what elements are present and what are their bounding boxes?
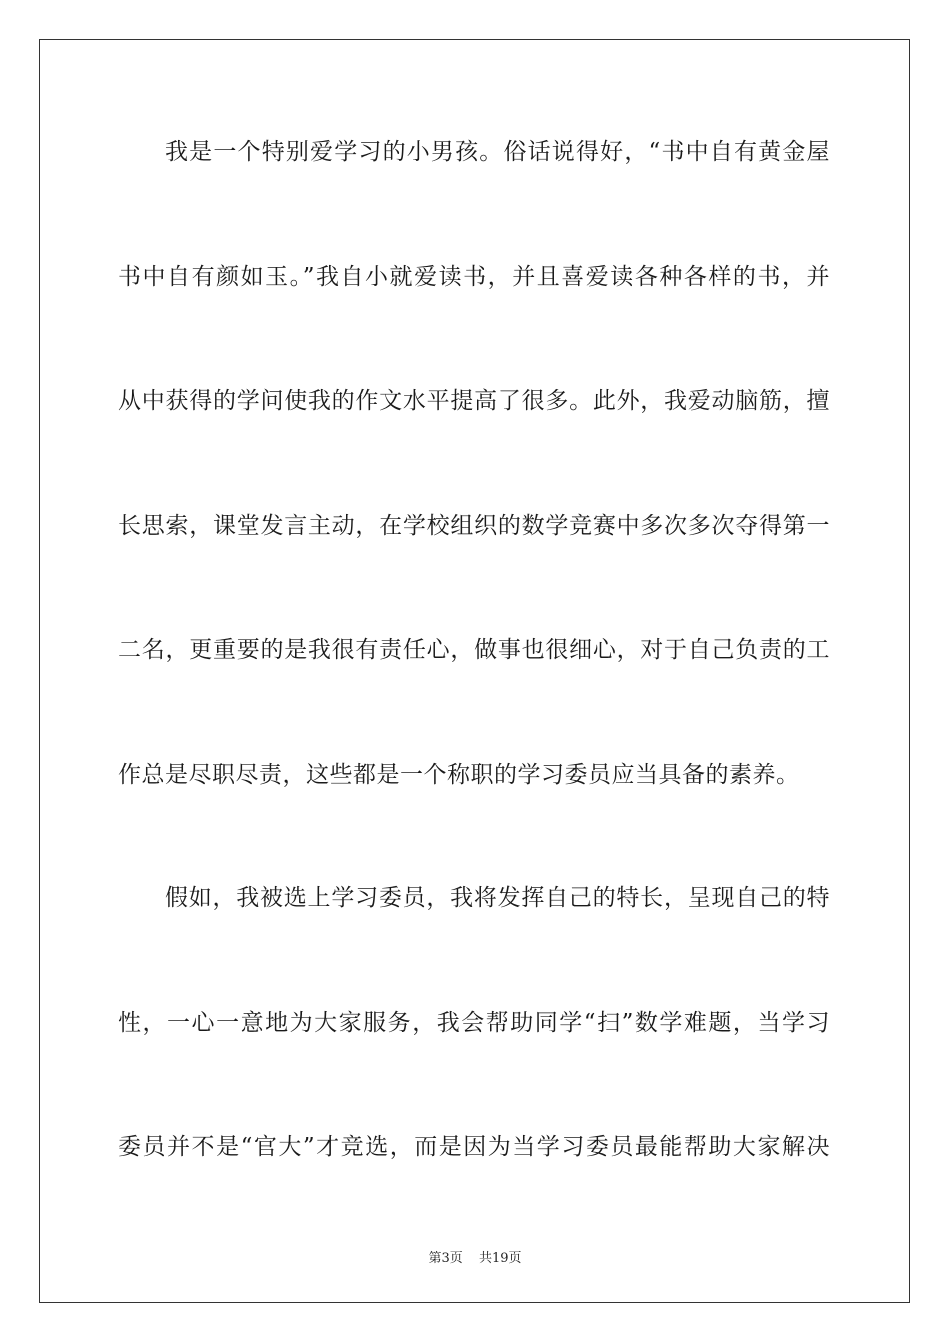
page-footer [0,1247,950,1266]
page-frame [39,39,910,1303]
page-number: 第3页 [428,1251,463,1266]
paragraph-line: 书中自有颜如玉。”我自小就爱读书，并且喜爱读各种各样的书，并 [118,264,830,290]
paragraph-line: 委员并不是“官大”才竞选，而是因为当学习委员最能帮助大家解决 [118,1134,830,1160]
paragraph-line: 二名，更重要的是我很有责任心，做事也很细心，对于自己负责的工 [118,637,830,663]
paragraph-line: 假如，我被选上学习委员，我将发挥自己的特长，呈现自己的特 [165,885,830,911]
paragraph-line: 从中获得的学问使我的作文水平提高了很多。此外，我爱动脑筋，擅 [118,388,830,414]
paragraph-line: 性，一心一意地为大家服务，我会帮助同学“扫”数学难题，当学习 [118,1010,830,1036]
paragraph-line: 长思索，课堂发言主动，在学校组织的数学竞赛中多次多次夺得第一 [118,513,830,539]
paragraph-line: 作总是尽职尽责，这些都是一个称职的学习委员应当具备的素养。 [118,762,800,788]
total-pages: 共19页 [478,1251,522,1266]
paragraph-line: 我是一个特别爱学习的小男孩。俗话说得好，“书中自有黄金屋 [165,139,830,165]
